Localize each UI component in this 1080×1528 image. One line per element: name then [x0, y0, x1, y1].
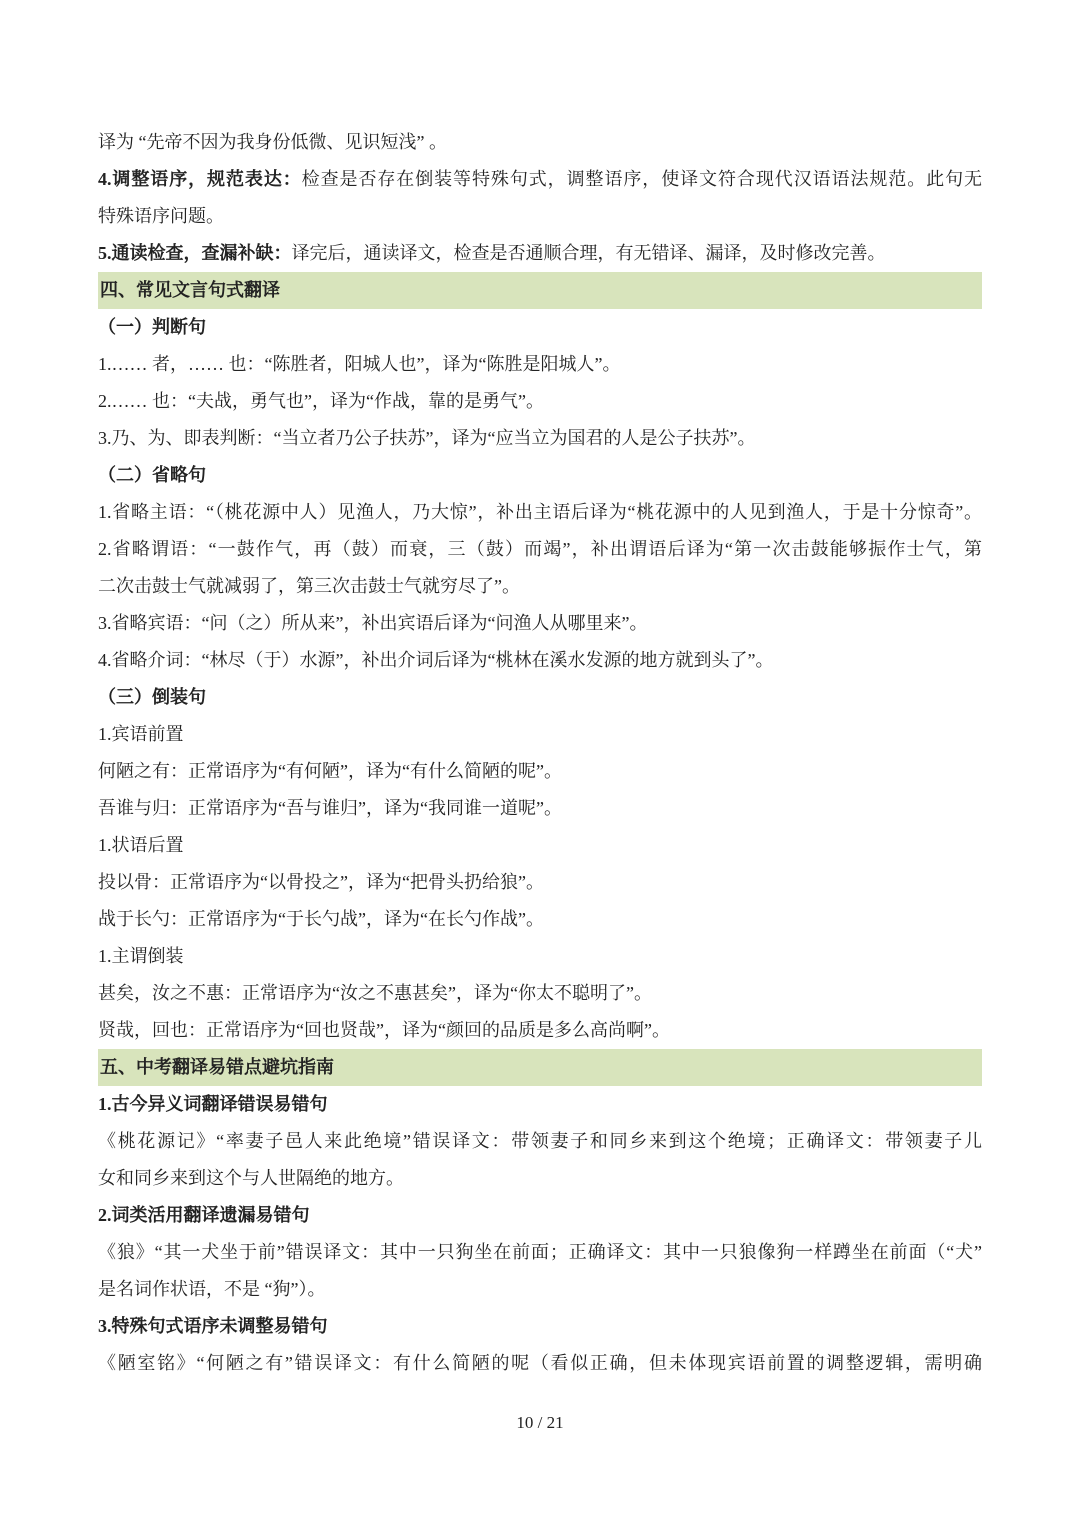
text-line: 译为 “先帝不因为我身份低微、见识短浅” 。 — [98, 132, 447, 152]
pitfall-heading: 1.古今异义词翻译错误易错句 — [98, 1094, 328, 1114]
list-item: 何陋之有：正常语序为“有何陋”，译为“有什么简陋的呢”。 — [98, 761, 562, 781]
list-item: 1.…… 者，…… 也：“陈胜者，阳城人也”，译为“陈胜是阳城人”。 — [98, 354, 621, 374]
pitfall-text: 是名词作状语，不是 “狗”）。 — [98, 1279, 326, 1299]
list-item: 吾谁与归：正常语序为“吾与谁归”，译为“我同谁一道呢”。 — [98, 798, 562, 818]
list-item: 1.省略主语：“（桃花源中人）见渔人，乃大惊”，补出主语后译为“桃花源中的人见到渔人，于是十分惊奇”。 — [98, 502, 982, 522]
pitfall-heading: 2.词类活用翻译遗漏易错句 — [98, 1205, 310, 1225]
list-item: 投以骨：正常语序为“以骨投之”，译为“把骨头扔给狼”。 — [98, 872, 544, 892]
pitfall-text: 《狼》“其一犬坐于前”错误译文：其中一只狗坐在前面；正确译文：其中一只狼像狗一样蹲坐在前面（“犬” — [98, 1242, 982, 1262]
list-item: 贤哉，回也：正常语序为“回也贤哉”，译为“颜回的品质是多么高尚啊”。 — [98, 1020, 670, 1040]
list-item: 3.省略宾语：“问（之）所从来”，补出宾语后译为“问渔人从哪里来”。 — [98, 613, 648, 633]
document-page — [98, 124, 982, 1382]
text-line: 特殊语序问题。 — [98, 206, 224, 226]
list-item: 甚矣，汝之不惠：正常语序为“汝之不惠甚矣”，译为“你太不聪明了”。 — [98, 983, 652, 1003]
list-item: 3.乃、为、即表判断：“当立者乃公子扶苏”，译为“应当立为国君的人是公子扶苏”。 — [98, 428, 756, 448]
list-item: 1.宾语前置 — [98, 724, 184, 744]
section-4-heading: 四、常见文言句式翻译 — [98, 272, 982, 309]
subsection-inversion-heading: （三）倒装句 — [98, 687, 206, 707]
list-item: 4.省略介词：“林尽（于）水源”，补出介词后译为“桃林在溪水发源的地方就到头了”。 — [98, 650, 774, 670]
page-number: 10 / 21 — [516, 1413, 564, 1432]
pitfall-text: 女和同乡来到这个与人世隔绝的地方。 — [98, 1168, 404, 1188]
list-item: 2.省略谓语：“一鼓作气，再（鼓）而衰，三（鼓）而竭”，补出谓语后译为“第一次击鼓能够振作士气，第 — [98, 539, 982, 559]
step-body: 译完后，通读译文，检查是否通顺合理，有无错译、漏译，及时修改完善。 — [291, 243, 886, 263]
subsection-omission-heading: （二）省略句 — [98, 465, 206, 485]
list-item: 战于长勺：正常语序为“于长勺战”，译为“在长勺作战”。 — [98, 909, 544, 929]
subsection-judgment-heading: （一）判断句 — [98, 317, 206, 337]
pitfall-text: 《桃花源记》“率妻子邑人来此绝境”错误译文：带领妻子和同乡来到这个绝境；正确译文：带领妻子儿 — [98, 1131, 982, 1151]
list-item: 二次击鼓士气就减弱了，第三次击鼓士气就穷尽了”。 — [98, 576, 520, 596]
paragraph-step-5 — [98, 235, 982, 272]
step-heading: 4.调整语序，规范表达： — [98, 169, 302, 189]
list-item: 2.…… 也：“夫战，勇气也”，译为“作战，靠的是勇气”。 — [98, 391, 544, 411]
section-5-heading: 五、中考翻译易错点避坑指南 — [98, 1049, 982, 1086]
paragraph-step-4 — [98, 161, 982, 198]
pitfall-text: 《陋室铭》“何陋之有”错误译文：有什么简陋的呢（看似正确，但未体现宾语前置的调整逻辑，需明确 — [98, 1353, 982, 1373]
list-item: 1.主谓倒装 — [98, 946, 184, 966]
step-body: 检查是否存在倒装等特殊句式，调整语序，使译文符合现代汉语语法规范。此句无 — [301, 169, 982, 189]
step-heading: 5.通读检查，查漏补缺： — [98, 243, 292, 263]
list-item: 1.状语后置 — [98, 835, 184, 855]
pitfall-heading: 3.特殊句式语序未调整易错句 — [98, 1316, 328, 1336]
